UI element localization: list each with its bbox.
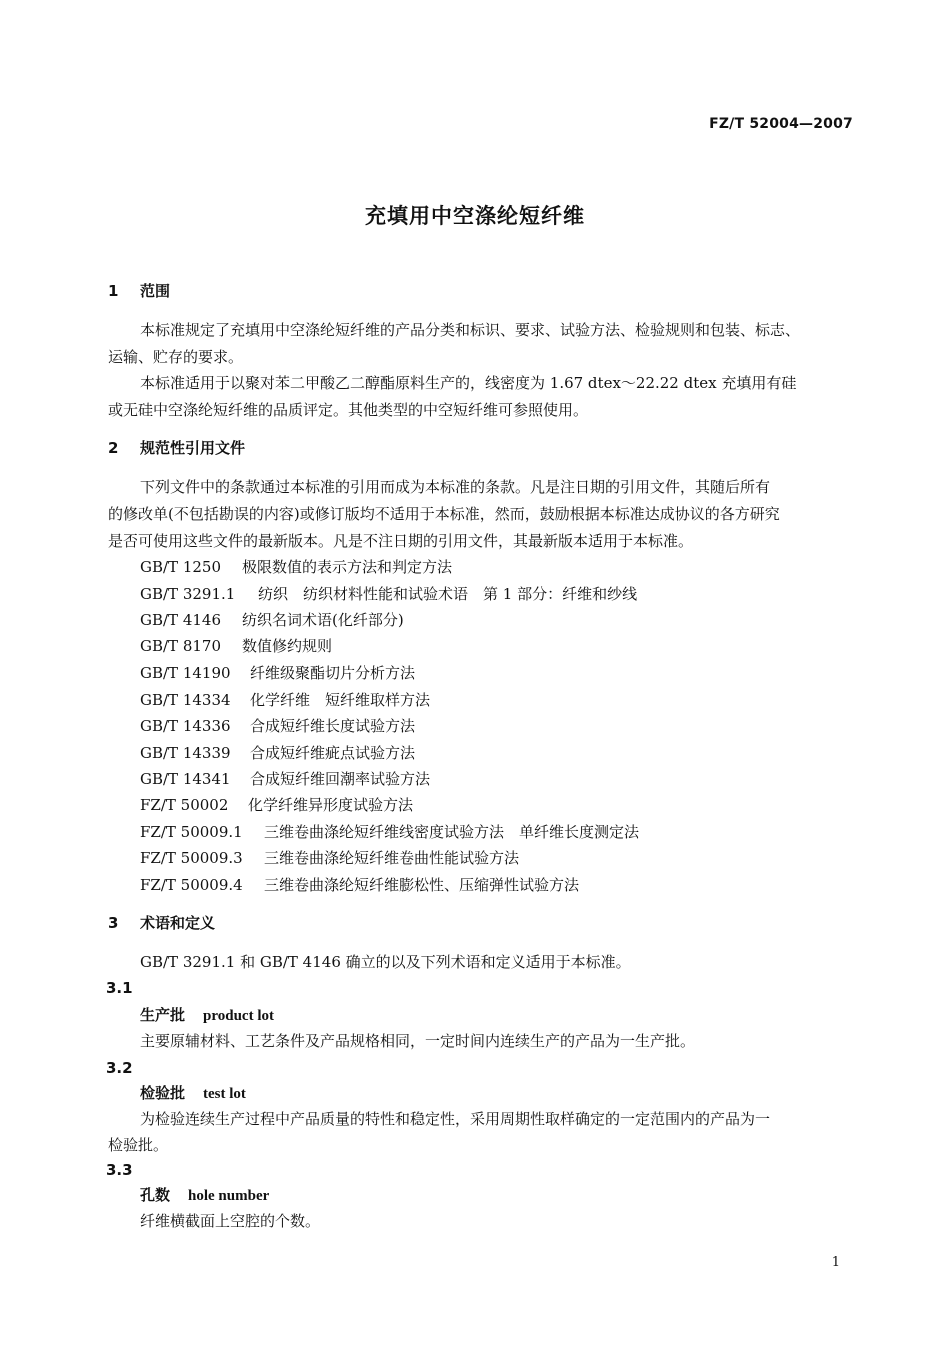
- section-2-paragraph-line-3: 是否可使用这些文件的最新版本。凡是不注日期的引用文件，其最新版本适用于本标准。: [108, 532, 694, 550]
- reference-title: 三维卷曲涤纶短纤维膨松性、压缩弹性试验方法: [264, 876, 580, 894]
- reference-item: [140, 822, 639, 842]
- section-1-heading: [108, 281, 170, 301]
- term-chinese: 生产批: [140, 1006, 186, 1024]
- reference-code: GB/T 14341: [140, 770, 231, 788]
- section-1-paragraph-1-line-2: 运输、贮存的要求。: [108, 348, 244, 366]
- reference-item: [140, 875, 579, 895]
- reference-code: FZ/T 50009.1: [140, 823, 243, 841]
- section-1-number: 1: [108, 282, 119, 300]
- term-number: 3.1: [106, 979, 133, 997]
- section-3-heading: [108, 913, 215, 933]
- section-3-number: 3: [108, 914, 119, 932]
- term-english: test lot: [203, 1086, 246, 1102]
- section-2-title: 规范性引用文件: [140, 439, 246, 457]
- term-definition: 纤维横截面上空腔的个数。: [140, 1212, 321, 1230]
- reference-item: [140, 848, 519, 868]
- reference-item: [140, 743, 415, 763]
- document-title: 充填用中空涤纶短纤维: [365, 204, 585, 228]
- term-english: hole number: [188, 1188, 270, 1204]
- standard-code: FZ/T 52004—2007: [709, 116, 853, 132]
- reference-title: 纺织名词术语(化纤部分): [242, 611, 404, 629]
- term-chinese: 检验批: [140, 1084, 186, 1102]
- reference-code: GB/T 14336: [140, 717, 231, 735]
- section-1-title: 范围: [140, 282, 171, 300]
- reference-title: 合成短纤维疵点试验方法: [250, 744, 416, 762]
- term-number: 3.2: [106, 1059, 133, 1077]
- reference-item: [140, 663, 415, 683]
- reference-code: GB/T 3291.1: [140, 585, 236, 603]
- section-2-number: 2: [108, 439, 119, 457]
- reference-title: 数值修约规则: [242, 637, 333, 655]
- reference-title: 纤维级聚酯切片分析方法: [250, 664, 416, 682]
- term-chinese: 孔数: [140, 1186, 171, 1204]
- reference-title: 化学纤维异形度试验方法: [248, 796, 414, 814]
- term-english: product lot: [203, 1008, 274, 1024]
- section-1-paragraph-2-line-2: 或无硅中空涤纶短纤维的品质评定。其他类型的中空短纤维可参照使用。: [108, 401, 589, 419]
- reference-title: 纺织 纺织材料性能和试验术语 第 1 部分：纤维和纱线: [258, 585, 638, 603]
- term-definition: 主要原辅材料、工艺条件及产品规格相同，一定时间内连续生产的产品为一生产批。: [140, 1032, 696, 1050]
- reference-code: FZ/T 50002: [140, 796, 229, 814]
- section-2-paragraph-line-2: 的修改单(不包括勘误的内容)或修订版均不适用于本标准，然而，鼓励根据本标准达成协议的各方研究: [108, 505, 780, 523]
- reference-code: GB/T 14339: [140, 744, 231, 762]
- section-2-paragraph-line-1: 下列文件中的条款通过本标准的引用而成为本标准的条款。凡是注日期的引用文件，其随后所有: [140, 478, 771, 496]
- section-3-title: 术语和定义: [140, 914, 216, 932]
- term-heading: [140, 1005, 274, 1026]
- section-1-paragraph-2-line-1: 本标准适用于以聚对苯二甲酸乙二醇酯原料生产的，线密度为 1.67 dtex～22.22 dtex 充填用有硅: [140, 374, 797, 392]
- reference-code: FZ/T 50009.4: [140, 876, 243, 894]
- reference-title: 化学纤维 短纤维取样方法: [250, 691, 431, 709]
- reference-title: 合成短纤维长度试验方法: [250, 717, 416, 735]
- reference-title: 合成短纤维回潮率试验方法: [250, 770, 431, 788]
- reference-code: GB/T 14334: [140, 691, 231, 709]
- reference-title: 三维卷曲涤纶短纤维线密度试验方法 单纤维长度测定法: [264, 823, 640, 841]
- reference-item: [140, 716, 415, 736]
- term-definition: 为检验连续生产过程中产品质量的特性和稳定性，采用周期性取样确定的一定范围内的产品为一: [140, 1110, 771, 1128]
- reference-item: [140, 690, 430, 710]
- reference-item: [140, 557, 452, 577]
- reference-code: GB/T 4146: [140, 611, 222, 629]
- reference-code: FZ/T 50009.3: [140, 849, 243, 867]
- reference-item: [140, 584, 637, 604]
- reference-item: [140, 769, 430, 789]
- reference-code: GB/T 14190: [140, 664, 231, 682]
- reference-code: GB/T 1250: [140, 558, 222, 576]
- section-2-heading: [108, 438, 245, 458]
- section-3-intro: GB/T 3291.1 和 GB/T 4146 确立的以及下列术语和定义适用于本标准。: [140, 953, 631, 971]
- reference-item: [140, 636, 332, 656]
- term-number: 3.3: [106, 1161, 133, 1179]
- section-1-paragraph-1-line-1: 本标准规定了充填用中空涤纶短纤维的产品分类和标识、要求、试验方法、检验规则和包装、标志、: [140, 321, 801, 339]
- reference-item: [140, 610, 404, 630]
- reference-title: 极限数值的表示方法和判定方法: [242, 558, 453, 576]
- page-number: 1: [831, 1255, 840, 1270]
- reference-code: GB/T 8170: [140, 637, 222, 655]
- reference-item: [140, 795, 413, 815]
- term-heading: [140, 1185, 269, 1206]
- term-heading: [140, 1083, 246, 1104]
- term-definition-continued: 检验批。: [108, 1136, 169, 1154]
- reference-title: 三维卷曲涤纶短纤维卷曲性能试验方法: [264, 849, 520, 867]
